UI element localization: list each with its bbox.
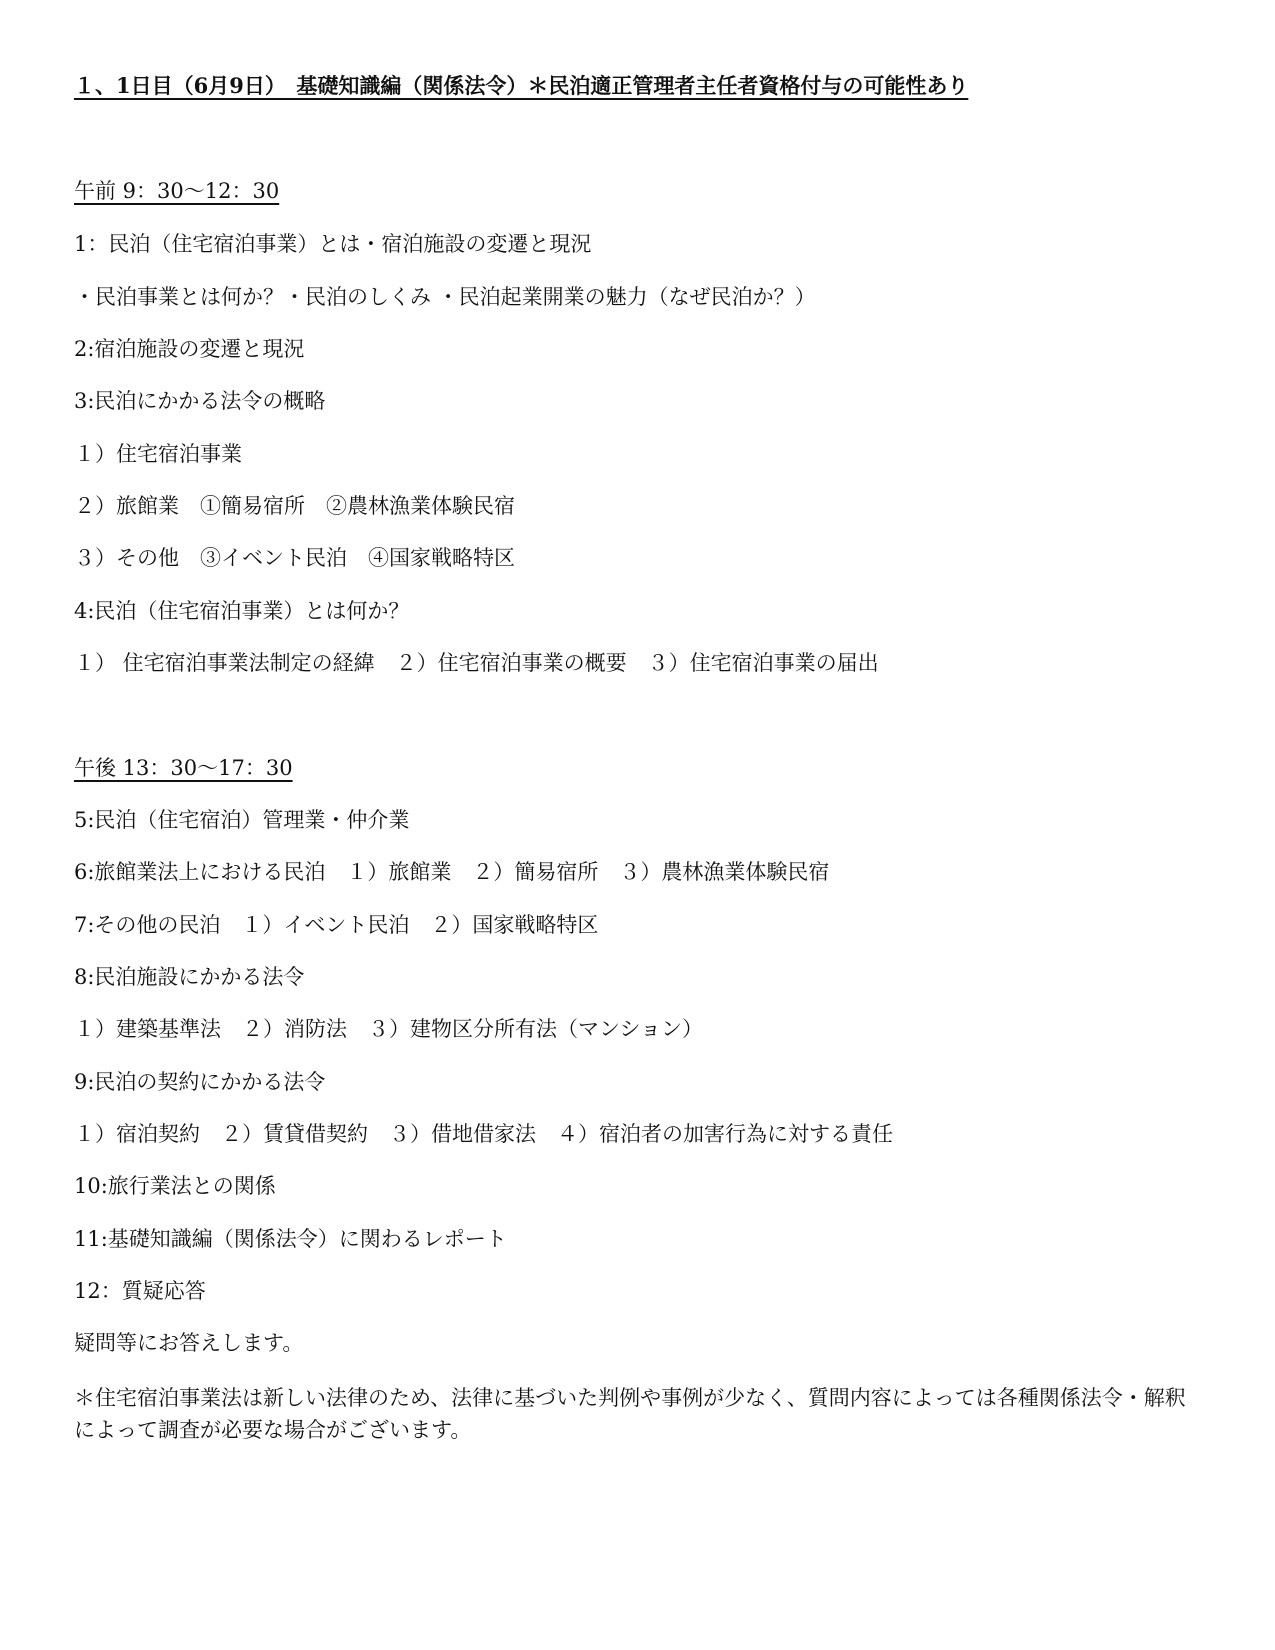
morning-line-7: ３）その他 ③イベント民泊 ④国家戦略特区 [74,546,515,570]
morning-line-9: １） 住宅宿泊事業法制定の経緯 ２）住宅宿泊事業の概要 ３）住宅宿泊事業の届出 [74,651,879,675]
afternoon-line-9: 11:基礎知識編（関係法令）に関わるレポート [74,1227,507,1251]
afternoon-line-5: １）建築基準法 ２）消防法 ３）建物区分所有法（マンション） [74,1017,704,1041]
afternoon-line-8: 10:旅行業法との関係 [74,1174,276,1198]
morning-line-2: ・民泊事業とは何か？・民泊のしくみ ・民泊起業開業の魅力（なぜ民泊か？） [74,285,816,309]
morning-line-6: ２）旅館業 ①簡易宿所 ②農林漁業体験民宿 [74,494,515,518]
afternoon-line-1: 5:民泊（住宅宿泊）管理業・仲介業 [74,808,410,832]
morning-line-8: 4:民泊（住宅宿泊事業）とは何か？ [74,599,410,623]
morning-line-5: １）住宅宿泊事業 [74,442,242,466]
afternoon-line-4: 8:民泊施設にかかる法令 [74,965,305,989]
afternoon-note: ＊住宅宿泊事業法は新しい法律のため、法律に基づいた判例や事例が少なく、質問内容によっては各種関係法令・解釈によって調査が必要な場合がございます。 [74,1386,1186,1442]
afternoon-line-11: 疑問等にお答えします。 [74,1331,304,1355]
morning-line-3: 2:宿泊施設の変遷と現況 [74,337,305,361]
morning-heading: 午前 9：30〜12：30 [74,179,280,203]
afternoon-line-6: 9:民泊の契約にかかる法令 [74,1070,326,1094]
morning-line-1: 1：民泊（住宅宿泊事業）とは・宿泊施設の変遷と現況 [74,232,592,256]
document-title: １、1日目（6月9日） 基礎知識編（関係法令）＊民泊適正管理者主任者資格付与の可能性あり [74,73,969,98]
afternoon-line-7: １）宿泊契約 ２）賃貸借契約 ３）借地借家法 ４）宿泊者の加害行為に対する責任 [74,1122,893,1146]
afternoon-line-3: 7:その他の民泊 １）イベント民泊 ２）国家戦略特区 [74,913,599,937]
afternoon-line-10: 12：質疑応答 [74,1279,206,1303]
afternoon-heading: 午後 13：30〜17：30 [74,756,293,780]
morning-line-4: 3:民泊にかかる法令の概略 [74,389,326,413]
afternoon-line-2: 6:旅館業法上における民泊 １）旅館業 ２）簡易宿所 ３）農林漁業体験民宿 [74,860,830,884]
